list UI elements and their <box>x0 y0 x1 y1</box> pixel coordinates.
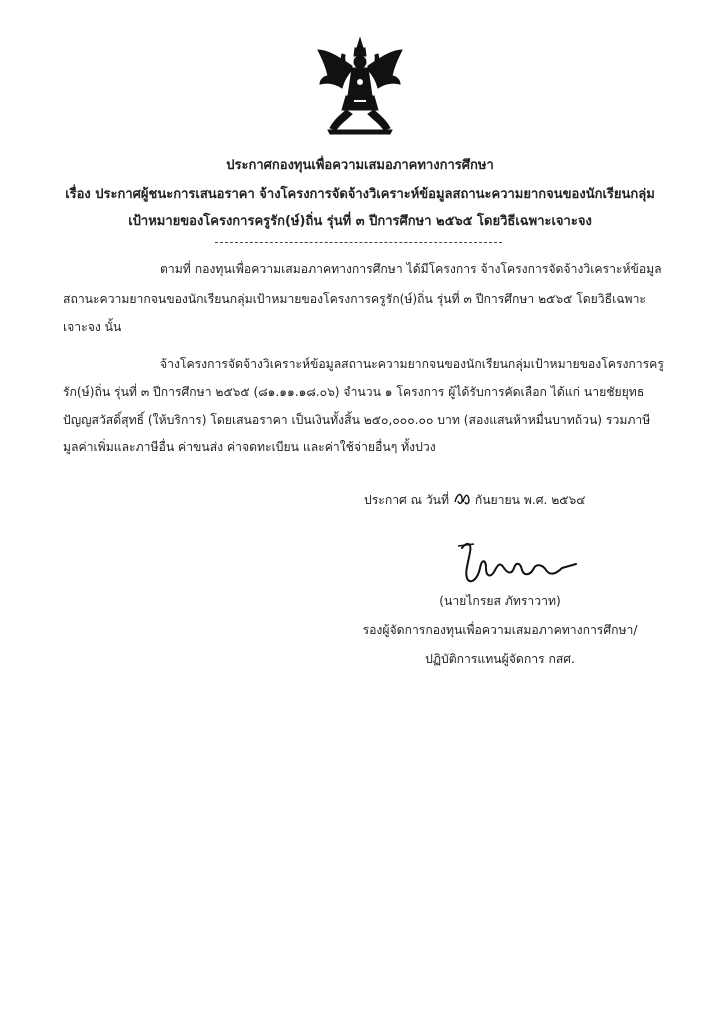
paragraph-1-line-3: เจาะจง นั้น <box>63 320 122 334</box>
paragraph-2-line-4: มูลค่าเพิ่มและภาษีอื่น ค่าขนส่ง ค่าจดทะเบียน และค่าใช้จ่ายอื่นๆ ทั้งปวง <box>63 440 436 454</box>
signatory-name: (นายไกรยส ภัทราวาท) <box>439 594 561 608</box>
handwritten-day-mark <box>453 490 471 508</box>
paragraph-1-line-1: ตามที่ กองทุนเพื่อความเสมอภาคทางการศึกษา ได้มีโครงการ จ้างโครงการจัดจ้างวิเคราะห์ข้อมูล <box>160 262 662 276</box>
paragraph-2-line-3: ปัญญสวัสดิ์สุทธิ์ (ให้บริการ) โดยเสนอราคา เป็นเงินทั้งสิ้น ๒๕๐,๐๐๐.๐๐ บาท (สองแสนห้าหมื่นบาทถ้วน) รวมภาษี <box>63 413 651 427</box>
signatory-position-2: ปฏิบัติการแทนผู้จัดการ กสศ. <box>425 652 575 666</box>
announcement-date <box>364 490 585 510</box>
subject-line-cont: เป้าหมายของโครงการครูรัก(ษ์)ถิ่น รุ่นที่ ๓ ปีการศึกษา ๒๕๖๕ โดยวิธีเฉพาะเจาะจง <box>128 214 592 229</box>
garuda-emblem-icon <box>316 36 404 136</box>
announcement-heading: ประกาศกองทุนเพื่อความเสมอภาคทางการศึกษา <box>226 158 494 173</box>
date-prefix: ประกาศ ณ วันที่ <box>364 493 450 507</box>
paragraph-2-line-2: รัก(ษ์)ถิ่น รุ่นที่ ๓ ปีการศึกษา ๒๕๖๕ (๘๑.๑๑.๑๘.๐๖) จำนวน ๑ โครงการ ผู้ได้รับการคัดเลือก ได้แก่ นายชัยยุทธ <box>63 385 645 399</box>
date-suffix: กันยายน พ.ศ. ๒๕๖๔ <box>474 493 586 507</box>
signatory-position-1: รองผู้จัดการกองทุนเพื่อความเสมอภาคทางการศึกษา/ <box>362 623 638 637</box>
paragraph-1-line-2: สถานะความยากจนของนักเรียนกลุ่มเป้าหมายของโครงการครูรัก(ษ์)ถิ่น รุ่นที่ ๓ ปีการศึกษา ๒๕๖๕ โดยวิธีเฉพาะ <box>63 292 646 306</box>
subject-line: เรื่อง ประกาศผู้ชนะการเสนอราคา จ้างโครงการจัดจ้างวิเคราะห์ข้อมูลสถานะความยากจนของนักเรียนกลุ่ม <box>65 187 655 202</box>
signature <box>452 538 582 588</box>
paragraph-2-line-1: จ้างโครงการจัดจ้างวิเคราะห์ข้อมูลสถานะความยากจนของนักเรียนกลุ่มเป้าหมายของโครงการครู <box>160 357 664 371</box>
divider <box>215 242 502 243</box>
